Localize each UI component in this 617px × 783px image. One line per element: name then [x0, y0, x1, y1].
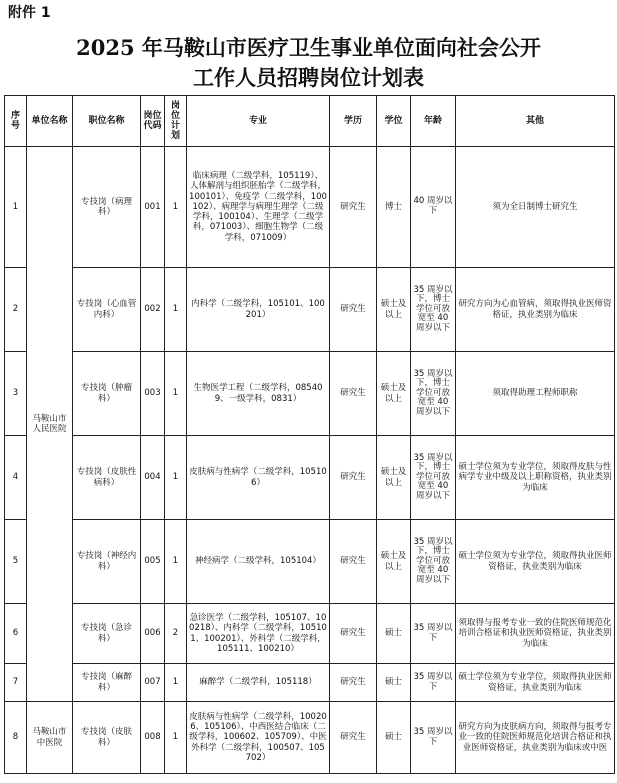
cell-plan: 1	[165, 520, 187, 604]
table-row	[5, 520, 615, 604]
cell-plan: 1	[165, 147, 187, 268]
table-row	[5, 664, 615, 702]
cell-code: 005	[141, 520, 165, 604]
cell-unit: 马鞍山市人民医院	[27, 147, 73, 702]
cell-age: 35 周岁以下	[411, 702, 456, 774]
cell-age: 35 周岁以下，博士学位可放宽至 40 周岁以下	[411, 520, 456, 604]
cell-age: 35 周岁以下，博士学位可放宽至 40 周岁以下	[411, 352, 456, 436]
cell-seq: 5	[5, 520, 27, 604]
cell-other: 硕士学位须为专业学位，须取得执业医师资格证，执业类别为临床	[456, 520, 615, 604]
table-row	[5, 604, 615, 664]
header-age: 年龄	[411, 96, 456, 147]
cell-post: 专技岗（神经内科）	[73, 520, 141, 604]
title-line-2: 工作人员招聘岗位计划表	[193, 65, 424, 90]
header-other: 其他	[456, 96, 615, 147]
cell-major: 急诊医学（二级学科，105107、100218）、内科学（二级学科，105101、100201）、外科学（二级学科，105111、100210）	[187, 604, 330, 664]
cell-degree: 博士	[377, 147, 411, 268]
cell-other: 须为全日制博士研究生	[456, 147, 615, 268]
cell-unit: 马鞍山市中医院	[27, 702, 73, 774]
cell-seq: 1	[5, 147, 27, 268]
header-code: 岗位代码	[141, 96, 165, 147]
header-edu: 学历	[330, 96, 377, 147]
cell-degree: 硕士	[377, 664, 411, 702]
cell-post: 专技岗（麻醉科）	[73, 664, 141, 702]
cell-degree: 硕士及以上	[377, 352, 411, 436]
cell-post: 专技岗（病理科）	[73, 147, 141, 268]
cell-age: 35 周岁以下，博士学位可放宽至 40 周岁以下	[411, 436, 456, 520]
title-line-1: 2025 年马鞍山市医疗卫生事业单位面向社会公开	[76, 35, 541, 60]
cell-plan: 1	[165, 436, 187, 520]
cell-post: 专技岗（心血管内科）	[73, 268, 141, 352]
cell-code: 003	[141, 352, 165, 436]
cell-edu: 研究生	[330, 147, 377, 268]
cell-major: 麻醉学（二级学科，105118）	[187, 664, 330, 702]
cell-edu: 研究生	[330, 520, 377, 604]
table-row	[5, 147, 615, 268]
cell-seq: 2	[5, 268, 27, 352]
cell-seq: 6	[5, 604, 27, 664]
cell-edu: 研究生	[330, 702, 377, 774]
header-post: 职位名称	[73, 96, 141, 147]
cell-plan: 2	[165, 604, 187, 664]
cell-edu: 研究生	[330, 352, 377, 436]
cell-other: 须取得助理工程师职称	[456, 352, 615, 436]
cell-plan: 1	[165, 664, 187, 702]
header-major: 专业	[187, 96, 330, 147]
cell-major: 皮肤病与性病学（二级学科，105106）	[187, 436, 330, 520]
header-unit: 单位名称	[27, 96, 73, 147]
cell-major: 生物医学工程（二级学科，085409、一级学科，0831）	[187, 352, 330, 436]
header-seq: 序号	[5, 96, 27, 147]
cell-plan: 1	[165, 268, 187, 352]
cell-seq: 4	[5, 436, 27, 520]
cell-seq: 8	[5, 702, 27, 774]
cell-major: 皮肤病与性病学（二级学科，100206、105106）、中西医结合临床（二级学科，100602、105709）、中医外科学（二级学科，100507、105702）	[187, 702, 330, 774]
cell-other: 硕士学位须为专业学位，须取得执业医师资格证，执业类别为临床	[456, 664, 615, 702]
cell-major: 神经病学（二级学科，105104）	[187, 520, 330, 604]
cell-other: 硕士学位须为专业学位，须取得皮肤与性病学专业中级及以上职称资格，执业类别为临床	[456, 436, 615, 520]
cell-degree: 硕士及以上	[377, 436, 411, 520]
cell-age: 40 周岁以下	[411, 147, 456, 268]
cell-post: 专技岗（皮肤性病科）	[73, 436, 141, 520]
header-plan: 岗位计划	[165, 96, 187, 147]
cell-other: 研究方向为心血管病，须取得执业医师资格证，执业类别为临床	[456, 268, 615, 352]
cell-post: 专技岗（皮肤科）	[73, 702, 141, 774]
cell-other: 研究方向为皮肤病方向，须取得与报考专业一致的住院医师规范化培训合格证和执业医师资格证，执业类别为临床或中医	[456, 702, 615, 774]
cell-edu: 研究生	[330, 664, 377, 702]
cell-code: 008	[141, 702, 165, 774]
cell-major: 内科学（二级学科，105101、100201）	[187, 268, 330, 352]
cell-degree: 硕士	[377, 604, 411, 664]
cell-plan: 1	[165, 702, 187, 774]
cell-plan: 1	[165, 352, 187, 436]
cell-edu: 研究生	[330, 604, 377, 664]
cell-edu: 研究生	[330, 268, 377, 352]
table-row	[5, 436, 615, 520]
table-row	[5, 702, 615, 774]
table-row	[5, 268, 615, 352]
cell-code: 004	[141, 436, 165, 520]
table-header-row	[5, 96, 615, 147]
cell-age: 35 周岁以下	[411, 604, 456, 664]
cell-age: 35 周岁以下	[411, 664, 456, 702]
cell-code: 001	[141, 147, 165, 268]
cell-degree: 硕士	[377, 702, 411, 774]
cell-major: 临床病理（二级学科，105119）、人体解剖与组织胚胎学（二级学科，100101）、免疫学（二级学科，100102）、病理学与病理生理学（二级学科，100104）、生理学（二级学科，071003）、细胞生物学（二级学科，071009）	[187, 147, 330, 268]
cell-degree: 硕士及以上	[377, 268, 411, 352]
cell-post: 专技岗（急诊科）	[73, 604, 141, 664]
table-row	[5, 352, 615, 436]
cell-degree: 硕士及以上	[377, 520, 411, 604]
cell-seq: 3	[5, 352, 27, 436]
attachment-label: 附件 1	[8, 5, 51, 21]
cell-post: 专技岗（肿瘤科）	[73, 352, 141, 436]
cell-code: 002	[141, 268, 165, 352]
header-degree: 学位	[377, 96, 411, 147]
cell-code: 006	[141, 604, 165, 664]
cell-edu: 研究生	[330, 436, 377, 520]
cell-other: 须取得与报考专业一致的住院医师规范化培训合格证和执业医师资格证，执业类别为临床	[456, 604, 615, 664]
cell-age: 35 周岁以下，博士学位可放宽至 40 周岁以下	[411, 268, 456, 352]
cell-code: 007	[141, 664, 165, 702]
cell-seq: 7	[5, 664, 27, 702]
recruitment-plan-table	[4, 95, 615, 774]
